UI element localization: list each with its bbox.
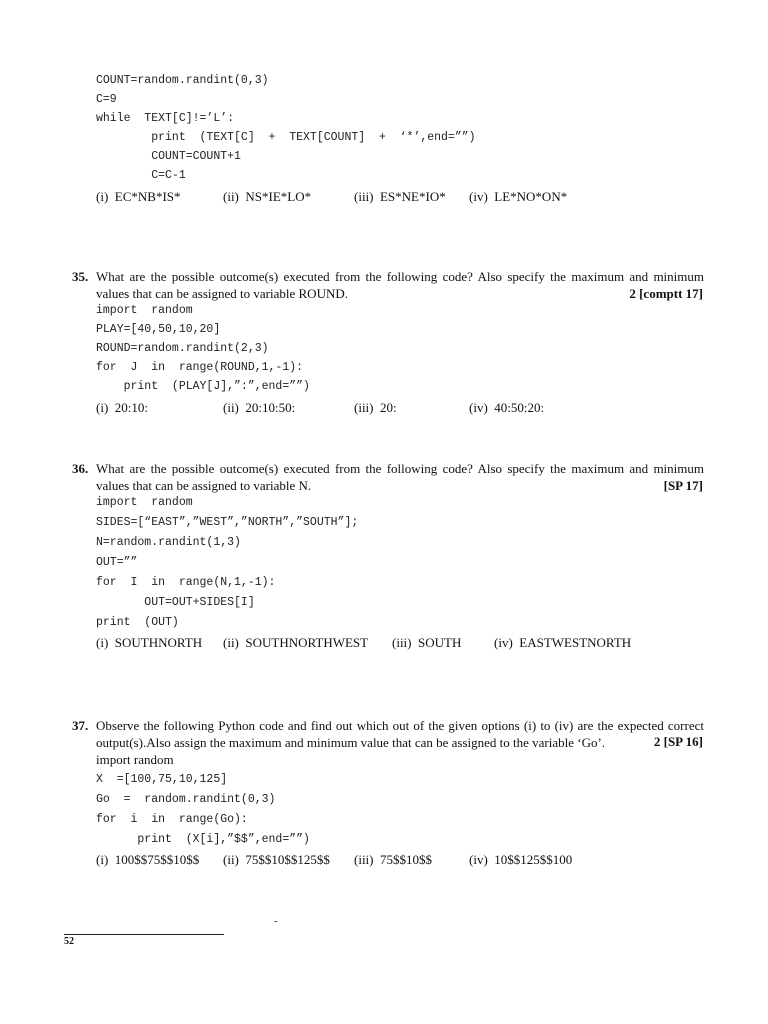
code-line: for I in range(N,1,-1): [96, 576, 276, 589]
option-ii: (ii) 20:10:50: [223, 400, 296, 415]
option-iv: (iv) 40:50:20: [469, 400, 545, 415]
marks-label: 2 [comptt 17] [629, 286, 703, 301]
option-iii: (iii) ES*NE*IO* [354, 189, 446, 204]
option-ii: (ii) SOUTHNORTHWEST [223, 635, 369, 650]
option-i: (i) SOUTHNORTH [96, 635, 203, 650]
code-line: OUT=”” [96, 556, 138, 569]
option-iii: (iii) 75$$10$$ [354, 852, 432, 867]
option-i: (i) EC*NB*IS* [96, 189, 181, 204]
code-line: SIDES=[“EAST”,”WEST”,”NORTH”,”SOUTH”]; [96, 516, 359, 529]
option-ii: (ii) 75$$10$$125$$ [223, 852, 330, 867]
code-line: for J in range(ROUND,1,-1): [96, 361, 304, 374]
marks-label: 2 [SP 16] [653, 734, 703, 749]
code-line: C=9 [96, 93, 117, 106]
option-iii: (iii) 20: [354, 400, 397, 415]
footer-dash: - [274, 916, 278, 927]
code-line: ROUND=random.randint(2,3) [96, 342, 269, 355]
code-line: print (TEXT[C] + TEXT[COUNT] + ‘*’,end=””) [96, 131, 476, 144]
code-line: import random [96, 496, 193, 509]
code-intro-line: import random [96, 752, 174, 767]
option-iv: (iv) 10$$125$$100 [469, 852, 573, 867]
code-line: import random [96, 304, 193, 317]
footer-rule [64, 934, 224, 935]
question-number: 36. [72, 461, 89, 476]
code-line: COUNT=COUNT+1 [96, 150, 241, 163]
code-line: COUNT=random.randint(0,3) [96, 74, 269, 87]
page-number: 52 [64, 936, 74, 947]
code-line: C=C-1 [96, 169, 186, 182]
option-iv: (iv) LE*NO*ON* [469, 189, 568, 204]
code-line: for i in range(Go): [96, 813, 248, 826]
code-line: print (X[i],”$$”,end=””) [96, 833, 310, 846]
code-line: X =[100,75,10,125] [96, 773, 228, 786]
option-i: (i) 100$$75$$10$$ [96, 852, 200, 867]
question-number: 35. [72, 269, 89, 284]
option-i: (i) 20:10: [96, 400, 148, 415]
code-line: print (PLAY[J],”:”,end=””) [96, 380, 310, 393]
option-ii: (ii) NS*IE*LO* [223, 189, 312, 204]
code-line: print (OUT) [96, 616, 179, 629]
code-line: OUT=OUT+SIDES[I] [96, 596, 255, 609]
question-text: What are the possible outcome(s) executed from the following code? Also specify the maximum and minimum values that can be assigned to variable ROUND. [96, 269, 704, 301]
question-text: What are the possible outcome(s) executed from the following code? Also specify the maximum and minimum values that can be assigned to variable N. [96, 461, 704, 493]
code-line: while TEXT[C]!=’L’: [96, 112, 235, 125]
marks-label: [SP 17] [663, 478, 703, 493]
option-iv: (iv) EASTWESTNORTH [494, 635, 632, 650]
code-line: Go = random.randint(0,3) [96, 793, 276, 806]
option-iii: (iii) SOUTH [392, 635, 462, 650]
code-line: N=random.randint(1,3) [96, 536, 241, 549]
question-number: 37. [72, 718, 89, 733]
question-text: Observe the following Python code and find out which out of the given options (i) to (iv) are the expected correct output(s).Also assign the maximum and minimum value that can be assigned to the variable ‘Go’. [96, 718, 704, 750]
code-line: PLAY=[40,50,10,20] [96, 323, 221, 336]
